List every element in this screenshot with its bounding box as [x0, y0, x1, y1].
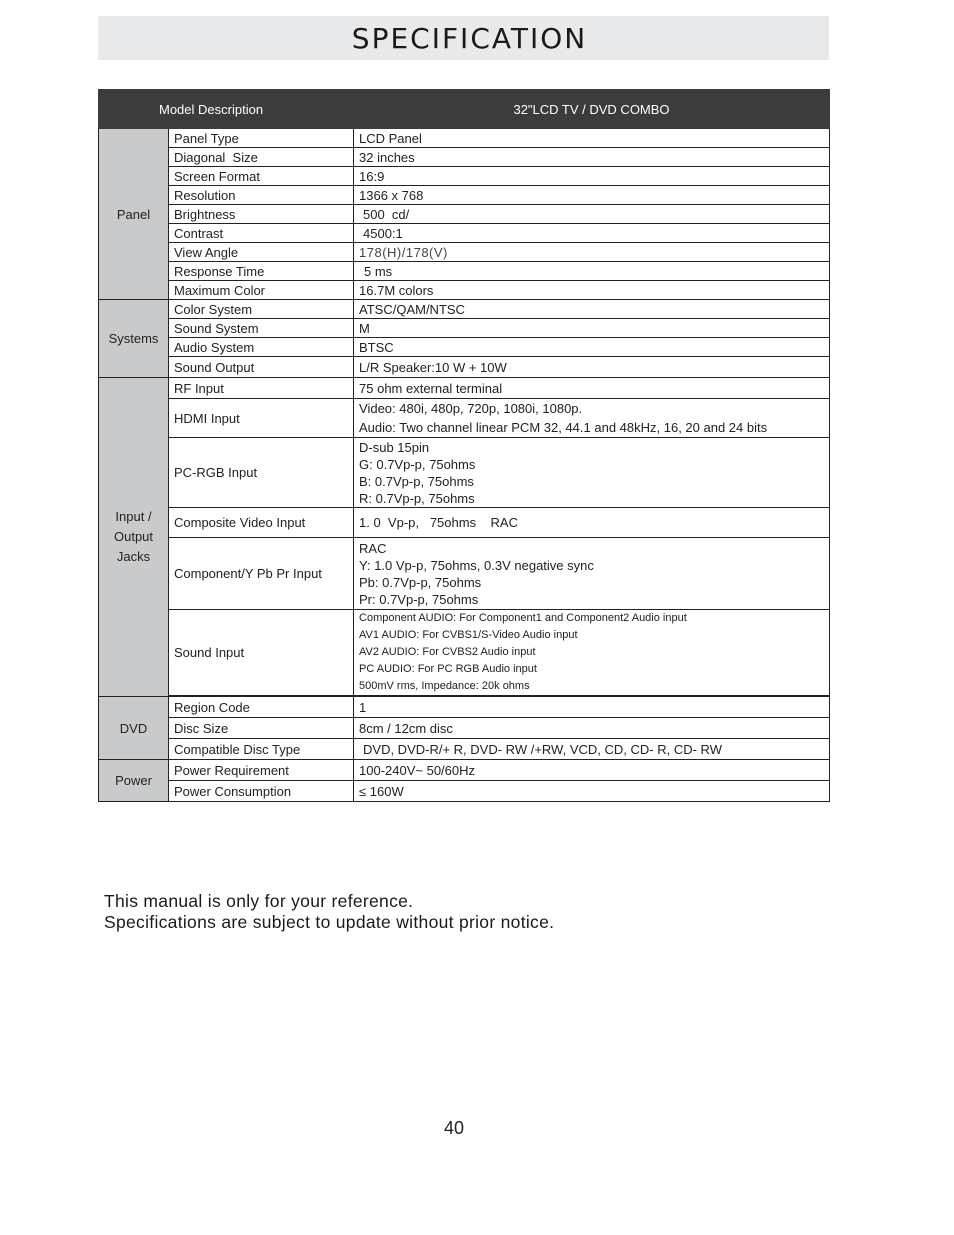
spec-label: Power Requirement: [169, 760, 354, 781]
table-row: [99, 167, 830, 186]
spec-label: Resolution: [169, 186, 354, 205]
spec-value: 1366 x 768: [354, 186, 830, 205]
spec-label: Panel Type: [169, 129, 354, 148]
spec-label: Sound Input: [169, 610, 354, 696]
spec-label: Region Code: [169, 697, 354, 718]
table-row: [99, 300, 830, 319]
spec-line: D-sub 15pin: [359, 439, 430, 455]
spec-line: 500mV rms, Impedance: 20k ohms: [359, 680, 530, 692]
spec-value: DVD, DVD-R/+ R, DVD- RW /+RW, VCD, CD, CD- R, CD- RW: [354, 739, 830, 760]
spec-line: RAC: [359, 540, 387, 556]
spec-line: AV1 AUDIO: For CVBS1/S-Video Audio input: [359, 629, 578, 641]
table-row: [99, 338, 830, 357]
table-row: [99, 438, 830, 508]
spec-label: View Angle: [169, 243, 354, 262]
spec-line: Y: 1.0 Vp-p, 75ohms, 0.3V negative sync: [359, 557, 594, 573]
category-power: Power: [99, 760, 169, 802]
spec-value: BTSC: [354, 338, 830, 357]
spec-value: 16.7M colors: [354, 281, 830, 300]
reference-note: [104, 891, 554, 933]
spec-line: R: 0.7Vp-p, 75ohms: [359, 490, 475, 506]
spec-value: 4500:1: [354, 224, 830, 243]
table-row: [99, 186, 830, 205]
table-row: [99, 508, 830, 538]
spec-line: Component AUDIO: For Component1 and Component2 Audio input: [359, 612, 687, 624]
spec-line: Video: 480i, 480p, 720p, 1080i, 1080p.: [359, 401, 583, 416]
spec-line: Pr: 0.7Vp-p, 75ohms: [359, 591, 479, 607]
table-row: [99, 129, 830, 148]
spec-label: Screen Format: [169, 167, 354, 186]
spec-value: 1. 0 Vp-p, 75ohms RAC: [354, 508, 830, 538]
table-row: [99, 243, 830, 262]
spec-value: ≤ 160W: [354, 781, 830, 802]
spec-label: Audio System: [169, 338, 354, 357]
table-row: [99, 718, 830, 739]
spec-value: [354, 610, 830, 696]
model-description-label: Model Description: [99, 90, 354, 129]
table-row: [99, 781, 830, 802]
table-row: [99, 319, 830, 338]
table-row: [99, 281, 830, 300]
spec-label: Color System: [169, 300, 354, 319]
spec-label: HDMI Input: [169, 399, 354, 438]
note-line: This manual is only for your reference.: [104, 891, 414, 911]
spec-value: 32 inches: [354, 148, 830, 167]
category-line: Input /: [115, 509, 152, 524]
category-line: Output: [113, 529, 154, 544]
table-row: [99, 610, 830, 696]
spec-value: L/R Speaker:10 W + 10W: [354, 357, 830, 378]
spec-line: AV2 AUDIO: For CVBS2 Audio input: [359, 646, 536, 658]
spec-value: [354, 399, 830, 438]
page-number: 40: [443, 1118, 465, 1138]
table-row: [99, 357, 830, 378]
spec-value: 100-240V~ 50/60Hz: [354, 760, 830, 781]
category-io-jacks: [99, 378, 169, 697]
spec-label: Sound Output: [169, 357, 354, 378]
table-row: [99, 262, 830, 281]
category-dvd: DVD: [99, 697, 169, 760]
spec-label: Disc Size: [169, 718, 354, 739]
table-row: [99, 378, 830, 399]
spec-label: Diagonal Size: [169, 148, 354, 167]
spec-value: [354, 538, 830, 610]
spec-value: 178(H)/178(V): [354, 243, 830, 262]
table-row: [99, 224, 830, 243]
table-row: [99, 760, 830, 781]
spec-value: [354, 438, 830, 508]
spec-value: 500 cd/: [354, 205, 830, 224]
table-row: [99, 148, 830, 167]
table-row: [99, 399, 830, 438]
title-bar: [98, 16, 829, 60]
spec-label: Sound System: [169, 319, 354, 338]
spec-label: RF Input: [169, 378, 354, 399]
spec-line: B: 0.7Vp-p, 75ohms: [359, 473, 474, 489]
spec-value: M: [354, 319, 830, 338]
table-header-row: [99, 90, 830, 129]
spec-table: [98, 89, 830, 802]
spec-label: Power Consumption: [169, 781, 354, 802]
model-description-value: 32"LCD TV / DVD COMBO: [354, 90, 830, 129]
page-title: SPECIFICATION: [351, 21, 588, 55]
spec-value: 75 ohm external terminal: [354, 378, 830, 399]
spec-value: 1: [354, 697, 830, 718]
spec-label: PC-RGB Input: [169, 438, 354, 508]
spec-value: 5 ms: [354, 262, 830, 281]
spec-value: 16:9: [354, 167, 830, 186]
spec-label: Composite Video Input: [169, 508, 354, 538]
table-row: [99, 697, 830, 718]
spec-label: Brightness: [169, 205, 354, 224]
spec-line: Audio: Two channel linear PCM 32, 44.1 and 48kHz, 16, 20 and 24 bits: [359, 420, 768, 435]
table-row: [99, 205, 830, 224]
spec-label: Component/Y Pb Pr Input: [169, 538, 354, 610]
category-systems: Systems: [99, 300, 169, 378]
table-row: [99, 739, 830, 760]
spec-value: LCD Panel: [354, 129, 830, 148]
spec-label: Contrast: [169, 224, 354, 243]
spec-value: ATSC/QAM/NTSC: [354, 300, 830, 319]
category-line: Jacks: [116, 549, 151, 564]
table-row: [99, 538, 830, 610]
note-line: Specifications are subject to update without prior notice.: [104, 912, 555, 932]
category-panel: Panel: [99, 129, 169, 300]
spec-label: Maximum Color: [169, 281, 354, 300]
spec-label: Compatible Disc Type: [169, 739, 354, 760]
spec-label: Response Time: [169, 262, 354, 281]
spec-table-wrap: [98, 89, 829, 802]
spec-line: Pb: 0.7Vp-p, 75ohms: [359, 574, 482, 590]
spec-line: PC AUDIO: For PC RGB Audio input: [359, 663, 537, 675]
spec-line: G: 0.7Vp-p, 75ohms: [359, 456, 476, 472]
spec-value: 8cm / 12cm disc: [354, 718, 830, 739]
